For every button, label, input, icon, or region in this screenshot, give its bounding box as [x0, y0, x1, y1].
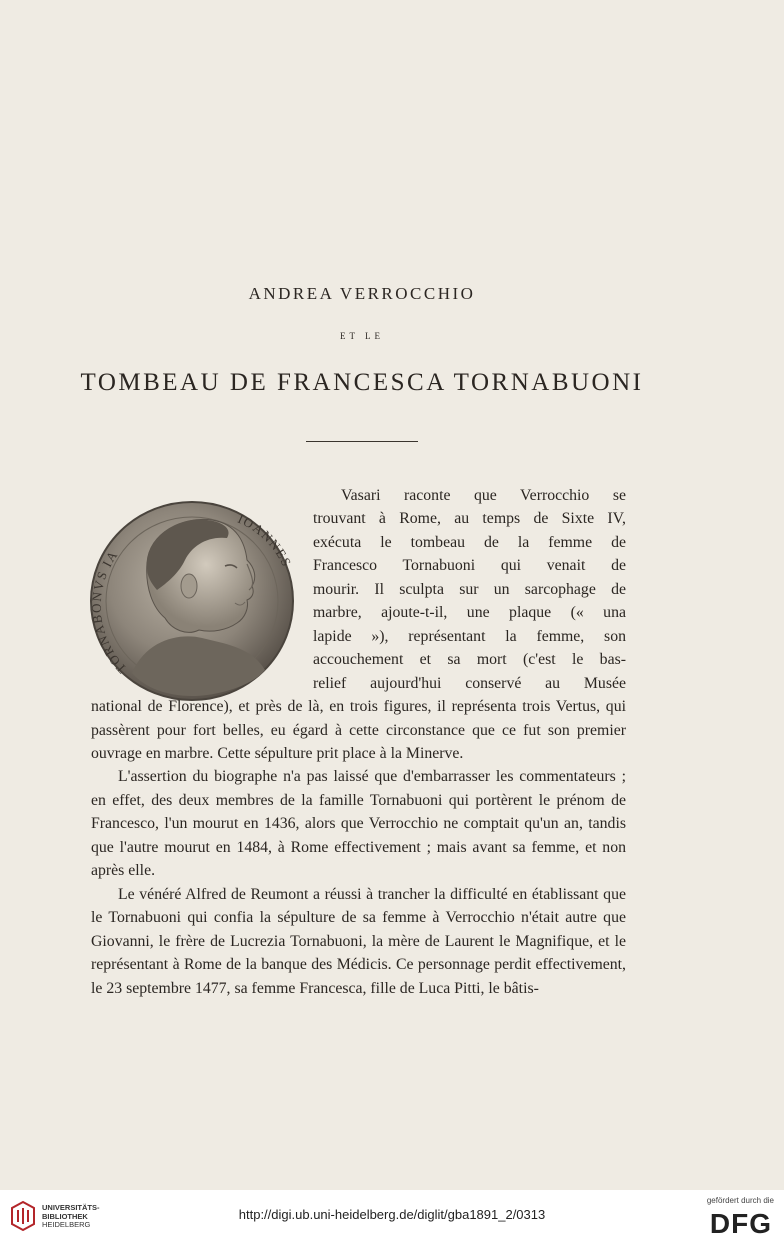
medal-inscription-right: IOANNES [235, 510, 295, 570]
article-body [88, 484, 626, 1000]
viewer-footer [0, 1190, 784, 1246]
paragraph-1-wrapped [88, 484, 626, 695]
body-line: lapide »), représentant la femme, son [313, 627, 626, 645]
permalink-url[interactable]: http://digi.ub.uni-heidelberg.de/diglit/gba1891_2/0313 [238, 1207, 546, 1222]
title-divider [306, 441, 418, 442]
library-name-line3: HEIDELBERG [42, 1220, 91, 1229]
paragraph-3: Le vénéré Alfred de Reumont a réussi à trancher la difficulté en établissant que le Tornabuoni qui confia la sépulture de sa femme à Verrocchio n'était autre que Giovanni, le frère de Lucrezia Tornabuoni, la mère de Laurent le Magnifique, et le représentant à Rome de la banque des Médicis. Ce personnage perdit effectivement, le 23 septembre 1477, sa femme Francesca, fille de Luca Pitti, le bâtis- [91, 885, 626, 997]
article-title-line1: ANDREA VERROCCHIO [248, 284, 476, 303]
article-title-line3: TOMBEAU DE FRANCESCA TORNABUONI [80, 369, 644, 396]
library-name-line1: UNIVERSITÄTS- [42, 1203, 100, 1212]
body-line: Vasari raconte que Verrocchio se [341, 487, 626, 504]
body-line: relief aujourd'hui conservé au Musée [313, 674, 626, 692]
medal-inscription-left: TORNABONVS IA [88, 547, 130, 677]
body-line: Francesco Tornabuoni qui venait de [313, 557, 626, 575]
body-line: trouvant à Rome, au temps de Sixte IV, [313, 510, 626, 528]
body-line: marbre, ajoute-t-il, une plaque (« una [313, 604, 626, 622]
paragraph-1-continued: national de Florence), et près de là, en trois figures, il représenta trois Vertus, qui passèrent pour fort belles, eu égard à cette circonstance que ce fut son premier ouvrage en marbre. Cette sépulture prit place à la Minerve. [91, 698, 626, 762]
paragraph-2: L'assertion du biographe n'a pas laissé que d'embarrasser les commentateurs ; en effet, des deux membres de la famille Tornabuoni qui portèrent le prénom de Francesco, l'un mourut en 1436, alors que Verrocchio ne comptait qu'un an, tandis que l'autre mourut en 1484, à Rome effectivement ; mais avant sa femme, et non après elle. [91, 768, 626, 880]
body-line: mourir. Il sculpta sur un sarcophage de [313, 580, 626, 598]
library-name-line2: BIBLIOTHEK [42, 1211, 88, 1221]
article-title-conjunction: ET LE [339, 331, 385, 341]
body-line: exécuta le tombeau de la femme de [313, 533, 626, 551]
body-line: accouchement et sa mort (c'est le bas- [313, 651, 626, 669]
funding-note: gefördert durch die [706, 1196, 774, 1205]
dfg-logo: DFG [709, 1208, 772, 1239]
